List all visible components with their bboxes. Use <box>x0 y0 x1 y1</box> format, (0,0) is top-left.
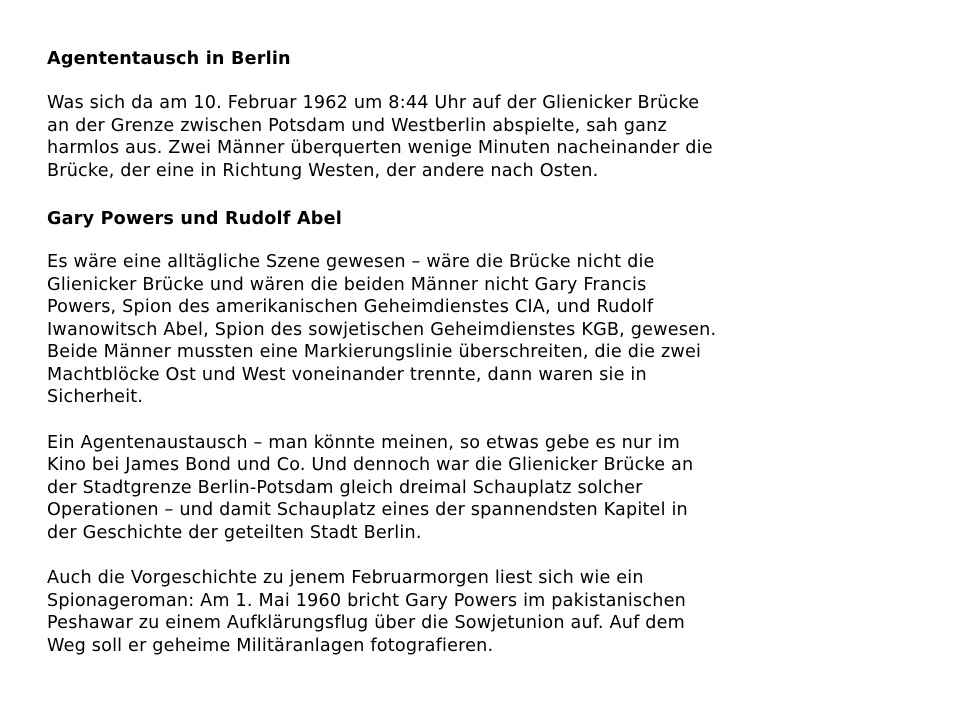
text-line: Operationen – und damit Schauplatz eines der spannendsten Kapitel in <box>47 500 688 520</box>
text-line: Ein Agentenaustausch – man könnte meinen, so etwas gebe es nur im <box>47 432 680 453</box>
body-paragraph-2 <box>47 432 947 545</box>
body-paragraph-3 <box>47 567 947 657</box>
text-line: Peshawar zu einem Aufklärungsflug über die Sowjetunion auf. Auf dem <box>47 613 686 633</box>
text-line: Was sich da am 10. Februar 1962 um 8:44 Uhr auf der Glienicker Brücke <box>47 93 700 113</box>
text-line: Sicherheit. <box>47 387 144 407</box>
text-line: der Geschichte der geteilten Stadt Berlin. <box>47 522 422 543</box>
text-line: Glienicker Brücke und wären die beiden Männer nicht Gary Francis <box>47 274 647 295</box>
section-heading: Gary Powers und Rudolf Abel <box>47 209 342 229</box>
text-line: Auch die Vorgeschichte zu jenem Februarmorgen liest sich wie ein <box>47 568 644 588</box>
text-line: Spionageroman: Am 1. Mai 1960 bricht Gary Powers im pakistanischen <box>47 590 686 611</box>
text-line: an der Grenze zwischen Potsdam und Westberlin abspielte, sah ganz <box>47 115 667 136</box>
text-line: Machtblöcke Ost und West voneinander trennte, dann waren sie in <box>47 364 647 385</box>
article <box>47 45 947 680</box>
text-line: harmlos aus. Zwei Männer überquerten wenige Minuten nacheinander die <box>47 138 713 158</box>
text-line: der Stadtgrenze Berlin-Potsdam gleich dreimal Schauplatz solcher <box>47 477 643 498</box>
text-line: Kino bei James Bond und Co. Und dennoch war die Glienicker Brücke an <box>47 455 694 475</box>
body-paragraph-1 <box>47 251 947 409</box>
text-line: Iwanowitsch Abel, Spion des sowjetischen Geheimdienstes KGB, gewesen. <box>47 319 717 340</box>
text-line: Brücke, der eine in Richtung Westen, der andere nach Osten. <box>47 160 599 181</box>
text-line: Weg soll er geheime Militäranlagen fotografieren. <box>47 635 494 656</box>
text-line: Beide Männer mussten eine Markierungslinie überschreiten, die die zwei <box>47 342 702 362</box>
intro-paragraph <box>47 92 947 182</box>
text-line: Powers, Spion des amerikanischen Geheimdienstes CIA, und Rudolf <box>47 297 654 317</box>
article-title: Agententausch in Berlin <box>47 49 291 69</box>
text-line: Es wäre eine alltägliche Szene gewesen – wäre die Brücke nicht die <box>47 252 655 272</box>
